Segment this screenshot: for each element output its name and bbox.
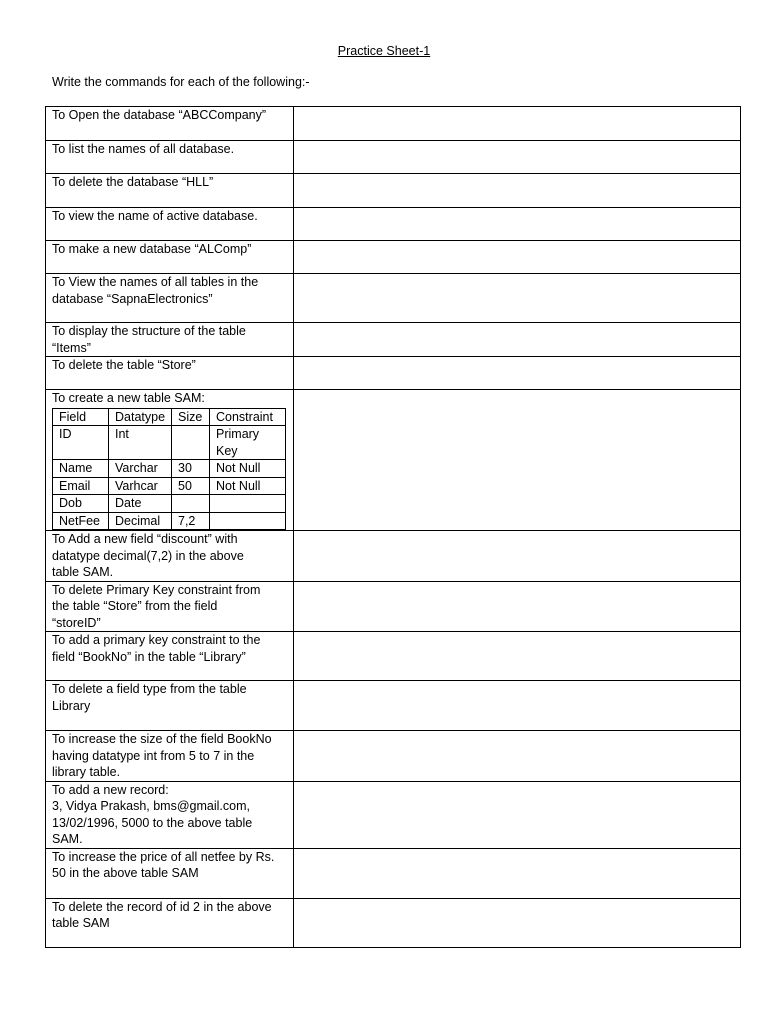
question-cell xyxy=(46,357,294,390)
sam-cell xyxy=(210,495,286,513)
questions-table xyxy=(45,106,741,948)
question-row xyxy=(46,390,741,531)
question-cell xyxy=(46,208,294,241)
answer-cell[interactable] xyxy=(294,731,741,782)
question-row xyxy=(46,681,741,731)
question-text: To make a new database “ALComp” xyxy=(52,242,252,256)
sam-cell: ID xyxy=(53,426,109,460)
sam-cell: Date xyxy=(109,495,172,513)
question-text: To delete the record of id 2 in the above table SAM xyxy=(52,899,272,930)
question-text: To delete the table “Store” xyxy=(52,358,196,372)
sam-cell: Primary Key xyxy=(210,426,286,460)
sam-cell: NetFee xyxy=(53,512,109,530)
sam-cell xyxy=(172,495,210,513)
sam-cell: Varhcar xyxy=(109,477,172,495)
question-cell xyxy=(46,107,294,141)
answer-cell[interactable] xyxy=(294,174,741,208)
question-text: To add a new record: 3, Vidya Prakash, bms@gmail.com, 13/02/1996, 5000 to the above table SAM. xyxy=(52,782,253,846)
question-cell xyxy=(46,632,294,681)
question-cell xyxy=(46,681,294,731)
question-row xyxy=(46,241,741,274)
question-cell xyxy=(46,323,294,357)
question-text: To view the name of active database. xyxy=(52,209,258,223)
question-text: To create a new table SAM: xyxy=(52,391,205,405)
question-row xyxy=(46,107,741,141)
question-row xyxy=(46,141,741,174)
question-text: To View the names of all tables in the database “SapnaElectronics” xyxy=(52,275,259,306)
question-text: To increase the price of all netfee by Rs. 50 in the above table SAM xyxy=(52,849,275,880)
sam-cell: 7,2 xyxy=(172,512,210,530)
sam-header-cell: Field xyxy=(53,408,109,426)
sam-cell: Decimal xyxy=(109,512,172,530)
sam-cell: Not Null xyxy=(210,460,286,478)
question-text: To list the names of all database. xyxy=(52,142,235,156)
question-text: To Add a new field “discount” with datatype decimal(7,2) in the above table SAM. xyxy=(52,532,244,579)
question-text: To delete the database “HLL” xyxy=(52,175,214,189)
answer-cell[interactable] xyxy=(294,531,741,582)
sam-header-cell: Constraint xyxy=(210,408,286,426)
sam-row xyxy=(53,512,286,530)
answer-cell[interactable] xyxy=(294,274,741,323)
question-text: To add a primary key constraint to the field “BookNo” in the table “Library” xyxy=(52,633,261,664)
question-text: To display the structure of the table “Items” xyxy=(52,324,246,355)
sam-cell: Not Null xyxy=(210,477,286,495)
question-text: To increase the size of the field BookNo having datatype int from 5 to 7 in the library table. xyxy=(52,732,272,779)
question-text: To delete Primary Key constraint from the table “Store” from the field “storeID” xyxy=(52,582,261,630)
page-title: Practice Sheet-1 xyxy=(337,44,431,58)
answer-cell[interactable] xyxy=(294,898,741,947)
question-row xyxy=(46,731,741,782)
question-row xyxy=(46,848,741,898)
question-cell xyxy=(46,781,294,848)
answer-cell[interactable] xyxy=(294,357,741,390)
question-row xyxy=(46,174,741,208)
question-row xyxy=(46,898,741,947)
question-cell xyxy=(46,531,294,582)
question-text: To delete a field type from the table Library xyxy=(52,682,247,713)
question-row xyxy=(46,357,741,390)
sam-cell: Name xyxy=(53,460,109,478)
sam-cell: Email xyxy=(53,477,109,495)
sam-cell: Dob xyxy=(53,495,109,513)
question-cell xyxy=(46,141,294,174)
instructions: Write the commands for each of the following:- xyxy=(52,75,310,89)
question-cell xyxy=(46,174,294,208)
sam-row xyxy=(53,426,286,460)
question-cell xyxy=(46,581,294,632)
sam-row xyxy=(53,495,286,513)
sam-cell: Int xyxy=(109,426,172,460)
answer-cell[interactable] xyxy=(294,632,741,681)
question-cell xyxy=(46,241,294,274)
question-cell xyxy=(46,274,294,323)
question-row xyxy=(46,274,741,323)
sam-cell: 50 xyxy=(172,477,210,495)
question-row xyxy=(46,781,741,848)
answer-cell[interactable] xyxy=(294,390,741,531)
question-cell xyxy=(46,848,294,898)
sam-header-cell: Size xyxy=(172,408,210,426)
sam-structure-table xyxy=(52,408,286,531)
question-cell xyxy=(46,898,294,947)
answer-cell[interactable] xyxy=(294,241,741,274)
question-row xyxy=(46,323,741,357)
answer-cell[interactable] xyxy=(294,848,741,898)
sam-cell: 30 xyxy=(172,460,210,478)
answer-cell[interactable] xyxy=(294,581,741,632)
sam-cell xyxy=(210,512,286,530)
answer-cell[interactable] xyxy=(294,323,741,357)
question-cell xyxy=(46,731,294,782)
sam-cell xyxy=(172,426,210,460)
answer-cell[interactable] xyxy=(294,107,741,141)
answer-cell[interactable] xyxy=(294,208,741,241)
question-row xyxy=(46,581,741,632)
sam-row xyxy=(53,477,286,495)
question-row xyxy=(46,531,741,582)
answer-cell[interactable] xyxy=(294,681,741,731)
question-row xyxy=(46,632,741,681)
sam-header-row xyxy=(53,408,286,426)
question-cell xyxy=(46,390,294,531)
sam-cell: Varchar xyxy=(109,460,172,478)
question-row xyxy=(46,208,741,241)
answer-cell[interactable] xyxy=(294,781,741,848)
question-text: To Open the database “ABCCompany” xyxy=(52,108,267,122)
answer-cell[interactable] xyxy=(294,141,741,174)
sam-header-cell: Datatype xyxy=(109,408,172,426)
sam-row xyxy=(53,460,286,478)
